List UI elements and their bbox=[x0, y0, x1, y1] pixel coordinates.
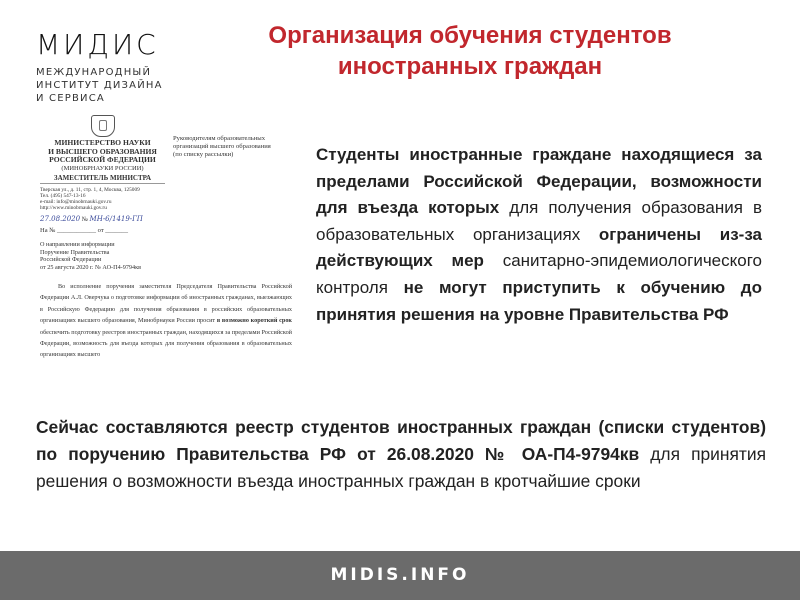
ministry-name-line: И ВЫСШЕГО ОБРАЗОВАНИЯ bbox=[48, 146, 157, 156]
ministry-name-line: РОССИЙСКОЙ ФЕДЕРАЦИИ bbox=[49, 155, 156, 165]
page-title bbox=[200, 20, 740, 82]
ministry-letter-image bbox=[40, 115, 295, 388]
description-text: Студенты иностранные граждане находящиеся за пределами Российской Федерации, bbox=[316, 145, 762, 191]
address-line: e-mail: info@minobrnauki.gov.ru bbox=[40, 199, 112, 206]
address-line: Тверская ул., д. 11, стр. 1, 4, Москва, 125009 bbox=[40, 186, 140, 193]
description-emphasis: не могут приступить к обучению до принятия решения на уровне Правительства РФ bbox=[316, 277, 762, 324]
letter-header bbox=[40, 115, 165, 212]
registry-emphasis: Сейчас составляются реестр студентов иностранных граждан (списки студентов) по поручению Правительства РФ от 26.08.2020 № ОА-П4-9794кв bbox=[36, 417, 766, 464]
page-title-line: иностранных граждан bbox=[337, 53, 603, 80]
letter-body-bold: в возможно короткий срок bbox=[216, 317, 292, 325]
letter-date-number: 27.08.2020 № МН-6/1419-ГП На № ____________ от _______ bbox=[40, 214, 165, 236]
address-line: http://www.minobrnauki.gov.ru bbox=[40, 205, 107, 212]
logo-subtitle-line: И СЕРВИСА bbox=[36, 93, 105, 104]
description-emphasis: ограничены из-за действующих мер bbox=[316, 224, 762, 271]
letter-body bbox=[40, 281, 292, 361]
address-line: Тел. (495) 547-13-16 bbox=[40, 192, 86, 199]
deputy-minister-label: ЗАМЕСТИТЕЛЬ МИНИСТРА bbox=[40, 174, 165, 184]
logo-wordmark: МИДИС bbox=[36, 28, 159, 61]
footer-bar bbox=[0, 551, 800, 600]
letter-body-text: обеспечить подготовку реестров иностранных граждан, находящихся за пределами Российской Федерации, возможность для въезда которых для получения образования в образовательных организациях высшего bbox=[40, 328, 292, 359]
letter-number: МН-6/1419-ГП bbox=[89, 215, 143, 223]
page-title-line: Организация обучения студентов bbox=[268, 22, 672, 49]
letter-recipient bbox=[173, 135, 293, 158]
ministry-address bbox=[40, 187, 165, 212]
subject-line: Российской Федерации bbox=[40, 256, 102, 264]
description-text: для получения образования в образовательных организациях bbox=[316, 198, 762, 244]
description-emphasis: возможности для въезда которых bbox=[316, 171, 762, 218]
midis-logo bbox=[36, 30, 176, 105]
footer-site-link[interactable]: MIDIS.INFO bbox=[330, 565, 470, 585]
letter-reference: На № ____________ от _______ bbox=[40, 227, 129, 234]
subject-line: Поручение Правительства bbox=[40, 248, 110, 256]
students-description bbox=[316, 142, 762, 328]
coat-of-arms-icon bbox=[91, 115, 115, 137]
recipient-line: Руководителям образовательных bbox=[173, 135, 266, 142]
registry-text: для принятия решения о возможности въезда иностранных граждан в кротчайшие сроки bbox=[36, 444, 766, 491]
logo-subtitle-line: ИНСТИТУТ ДИЗАЙНА bbox=[36, 80, 163, 91]
logo-subtitle bbox=[36, 66, 176, 105]
subject-line: от 25 августа 2020 г. № АО-П4-9794кв bbox=[40, 263, 142, 271]
logo-subtitle-line: МЕЖДУНАРОДНЫЙ bbox=[36, 67, 152, 78]
letter-body-text: Во исполнение поручения заместителя Председателя Правительства Российской Федерации А.Л. Оверчука о подготовке информации об иностранных гражданах, выезжающих в Российскую Федерацию для получения образования в российских образовательных организациях высшего образования, Минобрнауки России просит bbox=[40, 283, 292, 325]
registry-paragraph bbox=[36, 414, 766, 495]
ministry-name bbox=[40, 139, 165, 165]
subject-line: О направлении информации bbox=[40, 241, 115, 248]
letter-date: 27.08.2020 bbox=[40, 215, 81, 223]
ministry-name-line: МИНИСТЕРСТВО НАУКИ bbox=[54, 138, 151, 147]
recipient-line: (по списку рассылки) bbox=[173, 150, 234, 158]
ministry-abbrev: (МИНОБРНАУКИ РОССИИ) bbox=[61, 164, 144, 172]
recipient-line: организаций высшего образования bbox=[173, 142, 271, 150]
description-text: санитарно-эпидемиологического контроля bbox=[316, 251, 762, 297]
letter-subject bbox=[40, 241, 200, 271]
